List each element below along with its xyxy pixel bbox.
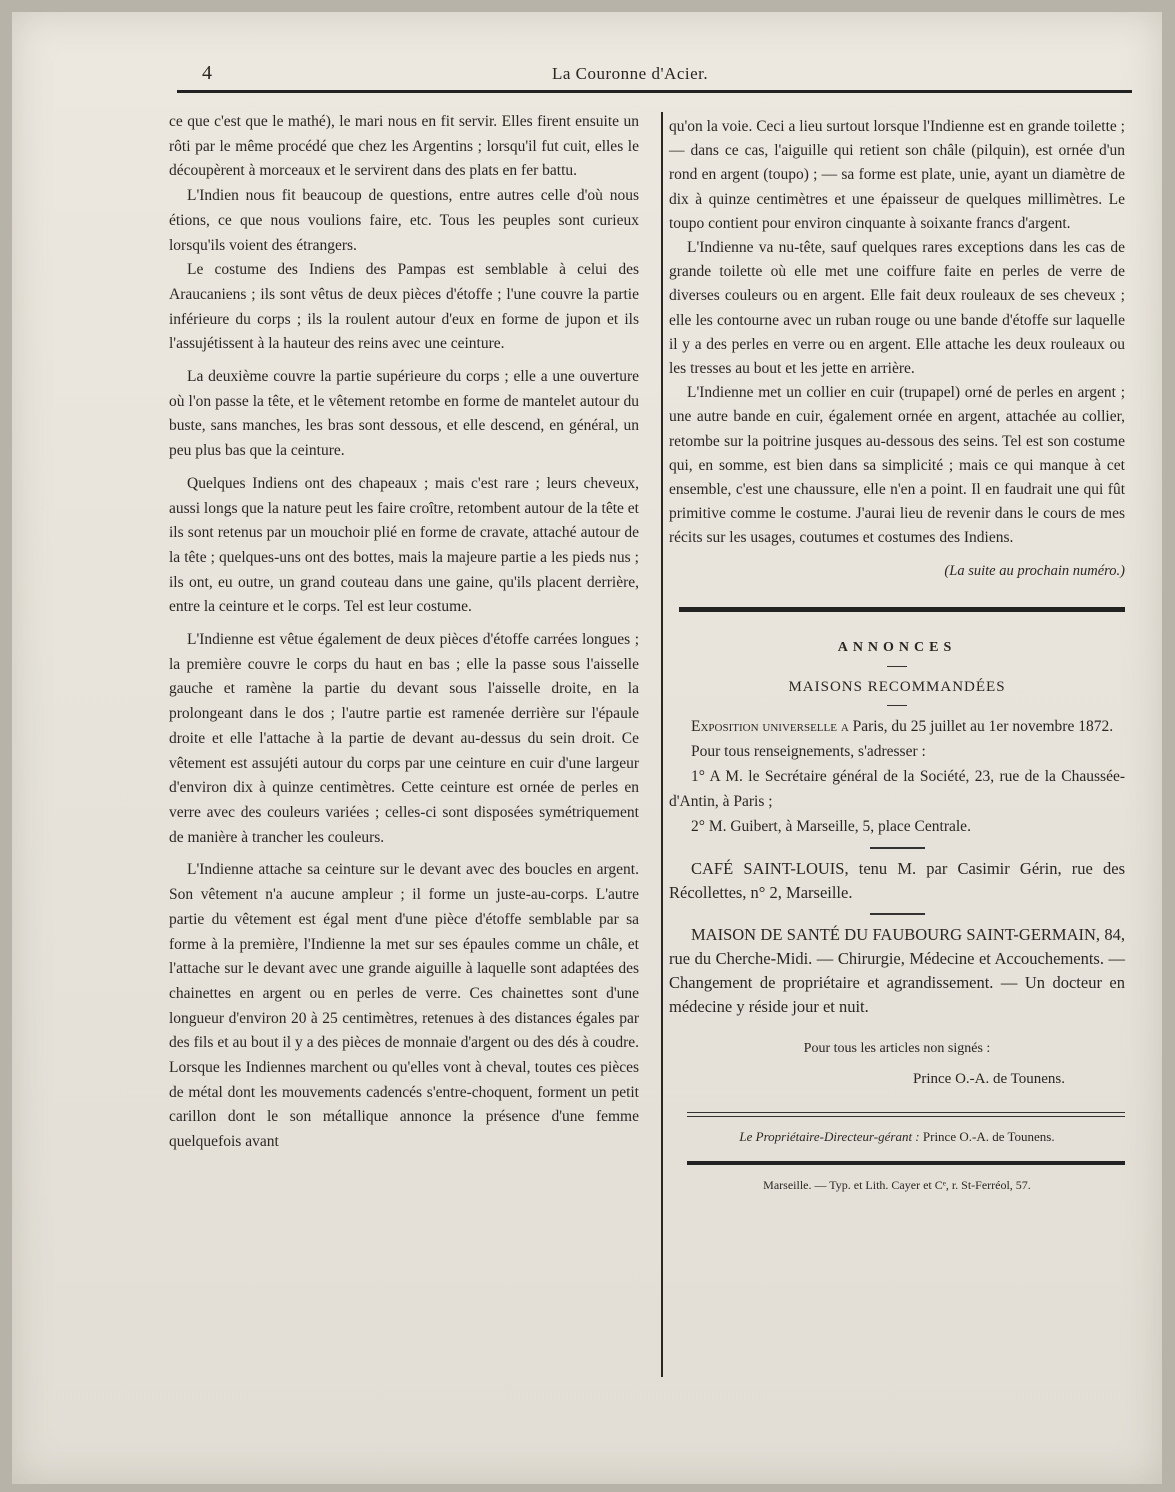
running-title: La Couronne d'Acier. bbox=[552, 64, 709, 83]
signer: Prince O.-A. de Tounens. bbox=[913, 1071, 1065, 1088]
maisons-heading: MAISONS RECOMMANDÉES bbox=[788, 679, 1006, 696]
dash-divider bbox=[887, 705, 907, 706]
owner-line bbox=[669, 1125, 1125, 1149]
header-rule bbox=[177, 90, 1132, 93]
column-divider bbox=[661, 112, 663, 1377]
continued-notice: (La suite au prochain numéro.) bbox=[944, 562, 1125, 579]
exposition-text: Paris, du 25 juillet au 1er novembre 1872. bbox=[852, 718, 1114, 736]
maison-text: MAISON DE SANTÉ DU FAUBOURG SAINT-GERMAIN, 84, rue du Cherche-Midi. — Chirurgie, Médecine et Accouchements. — Changement de propriétaire et agrandissement. — Un docteur en médecine y réside jour et nuit. bbox=[669, 925, 1125, 1017]
paragraph: qu'on la voie. Ceci a lieu surtout lorsque l'Indienne est en grande toilette ; — dans ce cas, l'aiguille qui retient son châle (pilquin), est ornée d'un rond en argent (toupo) ; — sa forme est plate, unie, ayant un diamètre de dix à quinze centimètres et une épaisseur de quelques millimètres. Le toupo contient pour environ cinquante à soixante francs d'argent. bbox=[669, 118, 1125, 232]
annonces-heading: ANNONCES bbox=[837, 639, 957, 655]
dash-divider bbox=[887, 666, 907, 667]
exposition-address-2: 2° M. Guibert, à Marseille, 5, place Centrale. bbox=[691, 818, 971, 836]
exposition-line bbox=[669, 714, 1125, 739]
footer-rule-thick bbox=[687, 1161, 1125, 1165]
owner-label: Le Propriétaire-Directeur-gérant : bbox=[739, 1128, 920, 1144]
newspaper-page bbox=[12, 12, 1162, 1484]
ad-divider bbox=[870, 913, 925, 915]
printer-line: Marseille. — Typ. et Lith. Cayer et Cᵉ, r. St-Ferréol, 57. bbox=[763, 1177, 1031, 1192]
ad-cafe bbox=[669, 857, 1125, 905]
ad-exposition bbox=[669, 714, 1125, 839]
section-rule bbox=[679, 607, 1125, 612]
paragraph: ce que c'est que le mathé), le mari nous en fit servir. Elles firent ensuite un rôti par le même procédé que chez les Argentins ; lorsqu'il fut cuit, elles le découpèrent à morceaux et le servirent dans des plats en fer battu. bbox=[169, 113, 639, 180]
paragraph: L'Indienne attache sa ceinture sur le devant avec des boucles en argent. Son vêtement n'a aucune ampleur ; il forme un juste-au-corps. L'autre partie du vêtement est égal ment d'une pièce d'étoffe semblable par sa forme à la première, l'Indienne la met sur ses épaules comme un châle, et l'attache sur le devant avec une grande aiguille à laquelle sont adaptées des chainettes en argent ou en perles de verre. Ces chainettes sont d'une longueur d'environ 20 à 25 centimètres, retenues à des distances égales par des fils et au bout il y a des pièces de monnaie d'argent ou des dés à coudre. Lorsque les Indiennes marchent ou qu'elles vont à cheval, toutes ces pièces de métal dont les mouvements cadencés s'entre-choquent, forment un petit carillon dont le son métallique annonce la présence d'une femme quelquefois avant bbox=[169, 861, 639, 1151]
paragraph: Quelques Indiens ont des chapeaux ; mais c'est rare ; leurs cheveux, aussi longs que la nature peut les faire croître, retombent autour de la tête et ils sont retenus par un mouchoir plié en forme de cravate, attaché autour de la tête ; quelques-uns ont des bottes, mais la majeure partie a les pieds nus ; ils ont, eu outre, un grand couteau dans une gaine, qu'ils placent derrière, entre la ceinture et le corps. Tel est leur costume. bbox=[169, 474, 639, 616]
paragraph: L'Indien nous fit beaucoup de questions, entre autres celle d'où nous étions, ce que nous voulions faire, etc. Tous les peuples sont curieux lorsqu'ils voient des étrangers. bbox=[169, 187, 639, 254]
ad-maison-sante bbox=[669, 923, 1125, 1019]
paragraph: Le costume des Indiens des Pampas est semblable à celui des Araucaniens ; ils sont vêtus de deux pièces d'étoffe ; l'une couvre la partie inférieure du corps ; ils la roulent autour d'eux en forme de jupon et ils l'assujétissent à la hauteur des reins avec une ceinture. bbox=[169, 261, 639, 353]
owner-name: Prince O.-A. de Tounens. bbox=[922, 1128, 1055, 1144]
paragraph: L'Indienne va nu-tête, sauf quelques rares exceptions dans les cas de grande toilette où elle met une coiffure faite en perles de verre de diverses couleurs ou en argent. Elle fait deux rouleaux de ses cheveux ; elle les contourne avec un ruban rouge ou une bande d'étoffe sur laquelle il y a des perles en verre ou en argent. Elle attache les deux rouleaux ou les tresses au bout et les jette en arrière. bbox=[669, 239, 1125, 378]
paragraph: L'Indienne est vêtue également de deux pièces d'étoffe carrées longues ; la première couvre le corps du haut en bas ; elle la passe sous l'aisselle gauche et ramène la partie du devant sous l'aisselle droite, en la prolongeant dans le dos ; l'autre partie est ramenée derrière sur l'épaule droite et elle l'attache à la partie de devant au-dessus du sein droit. Ce vêtement est assujéti autour du corps par une ceinture en cuir d'une largeur d'environ dix à quinze centimètres. Cette ceinture est ornée de perles en verre avec des couleurs variées ; celles-ci sont disposées symétriquement de manière à trancher les couleurs. bbox=[169, 631, 639, 846]
exposition-address-1: 1° A M. le Secrétaire général de la Société, 23, rue de la Chaussée-d'Antin, à Paris ; bbox=[669, 768, 1125, 811]
exposition-info: Pour tous renseignements, s'adresser : bbox=[691, 743, 926, 761]
unsigned-note: Pour tous les articles non signés : bbox=[803, 1041, 991, 1057]
exposition-lead: Exposition universelle a bbox=[691, 718, 849, 736]
paragraph: L'Indienne met un collier en cuir (trupapel) orné de perles en argent ; une autre bande en cuir, également ornée en argent, attachée au collier, retombe sur la poitrine jusques au-dessous des seins. Tel est son costume qui, en somme, est bien dans sa simplicité ; mais ce qui manque à cet ensemble, c'est une chaussure, elle n'en a point. Il en faudrait une qui fût primitive comme le costume. J'aurai lieu de revenir dans le cours de mes récits sur les usages, coutumes et costumes des Indiens. bbox=[669, 384, 1125, 547]
ad-divider bbox=[870, 847, 925, 849]
right-column bbox=[669, 115, 1125, 1197]
left-column bbox=[169, 110, 639, 1155]
footer-rule bbox=[687, 1112, 1125, 1117]
cafe-text: CAFÉ SAINT-LOUIS, tenu M. par Casimir Gérin, rue des Récollettes, n° 2, Marseille. bbox=[669, 859, 1125, 903]
paragraph: La deuxième couvre la partie supérieure du corps ; elle a une ouverture où l'on passe la tête, et le vêtement retombe en forme de mantelet autour du buste, sans manches, les bras sont dessous, et elle descend, en général, un peu plus bas que la ceinture. bbox=[169, 368, 639, 460]
page-number: 4 bbox=[202, 62, 212, 84]
